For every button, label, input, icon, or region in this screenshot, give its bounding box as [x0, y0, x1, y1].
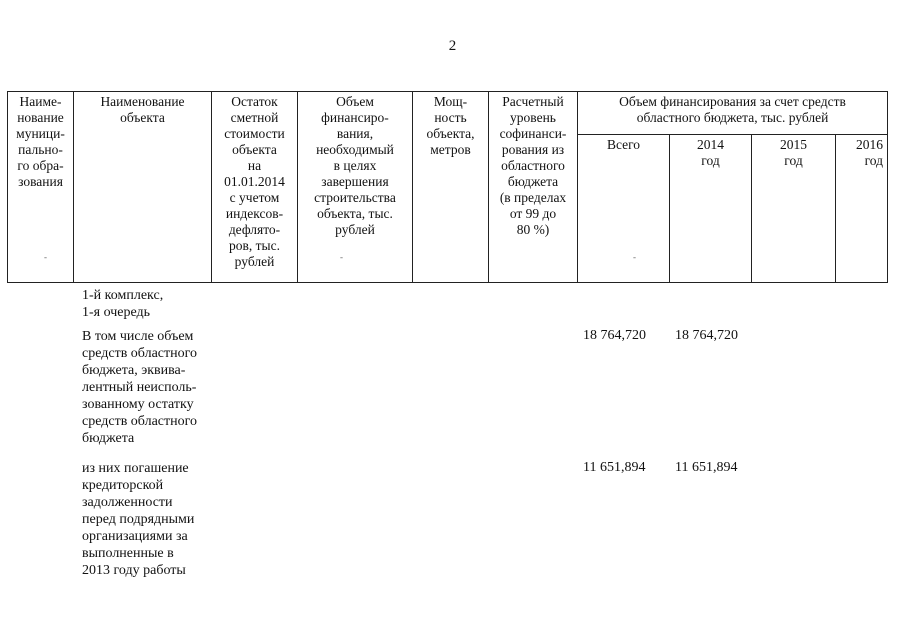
- text-line: Остаток: [231, 94, 278, 109]
- text-line: уровень: [510, 110, 556, 125]
- text-line: перед подрядными: [82, 512, 195, 527]
- text-line: метров: [430, 142, 471, 157]
- text-line: нование: [17, 110, 64, 125]
- text-line: год: [864, 153, 884, 168]
- text-line: 1-я очередь: [82, 305, 151, 320]
- header-cofinancing-level: [489, 92, 578, 283]
- text-line: 01.01.2014: [224, 174, 285, 189]
- text-line: стоимости: [224, 126, 285, 141]
- row-3-total: 11 651,894: [583, 460, 646, 475]
- text-line: Расчетный: [502, 94, 564, 109]
- scan-speck: -: [44, 252, 47, 262]
- header-2014: [670, 135, 752, 283]
- text-line: дефлято-: [228, 222, 281, 237]
- scan-speck: -: [633, 252, 636, 262]
- text-line: пально-: [18, 142, 63, 157]
- text-line: объекта: [232, 142, 277, 157]
- text-line: В том числе объем: [82, 329, 194, 344]
- header-table: [7, 91, 888, 283]
- text-line: 2015: [780, 137, 807, 152]
- header-2016: [836, 135, 888, 283]
- text-line: на: [247, 158, 262, 173]
- text-line: областного: [501, 158, 565, 173]
- text-line: 1-й комплекс,: [82, 288, 164, 303]
- text-line: строительства: [314, 190, 396, 205]
- text-line: с учетом: [229, 190, 280, 205]
- scan-speck: -: [340, 252, 343, 262]
- text-line: задолженности: [82, 495, 173, 510]
- row-3-2014: 11 651,894: [675, 460, 738, 475]
- text-line: 80 %): [516, 222, 550, 237]
- text-line: 2014: [697, 137, 724, 152]
- header-funding-volume: [298, 92, 413, 283]
- header-object-name: [74, 92, 212, 283]
- text-line: 2016: [856, 137, 884, 152]
- text-line: Объем финансирования за счет средств: [619, 94, 846, 109]
- text-line: бюджета: [82, 431, 135, 446]
- text-line: муници-: [16, 126, 65, 141]
- row-2-2014: 18 764,720: [675, 328, 738, 343]
- text-line: год: [701, 153, 720, 168]
- text-line: го обра-: [17, 158, 64, 173]
- text-line: сметной: [230, 110, 279, 125]
- text-line: из них погашение: [82, 461, 189, 476]
- text-line: рублей: [234, 254, 275, 269]
- text-line: (в пределах: [499, 190, 567, 205]
- text-line: от 99 до: [509, 206, 557, 221]
- text-line: кредиторской: [82, 478, 164, 493]
- text-line: выполненные в: [82, 546, 174, 561]
- text-line: в целях: [333, 158, 377, 173]
- text-line: Объем: [336, 94, 374, 109]
- text-line: Мощ-: [433, 94, 468, 109]
- header-municipality: [8, 92, 74, 283]
- text-line: средств областного: [82, 346, 198, 361]
- text-line: лентный неисполь-: [82, 380, 197, 395]
- header-total: Всего: [578, 135, 670, 283]
- text-line: рублей: [335, 222, 375, 237]
- text-line: объекта, тыс.: [317, 206, 393, 221]
- text-line: зованному остатку: [82, 397, 194, 412]
- text-line: объекта: [120, 110, 165, 125]
- text-line: Наименование: [100, 94, 185, 109]
- text-line: финансиро-: [321, 110, 389, 125]
- header-remaining-cost: [212, 92, 298, 283]
- text-line: бюджета: [507, 174, 559, 189]
- page-number: 2: [448, 38, 457, 54]
- header-capacity: [413, 92, 489, 283]
- text-line: ров, тыс.: [229, 238, 280, 253]
- text-line: год: [784, 153, 803, 168]
- row-2-total: 18 764,720: [583, 328, 646, 343]
- text-line: средств областного: [82, 414, 198, 429]
- text-line: вания,: [336, 126, 374, 141]
- header-regional-budget: [578, 92, 888, 135]
- text-line: рования из: [501, 142, 565, 157]
- text-line: организациями за: [82, 529, 188, 544]
- text-line: бюджета, эквива-: [82, 363, 186, 378]
- text-line: необходимый: [316, 142, 394, 157]
- row-3-object-text: [82, 460, 194, 579]
- text-line: ность: [434, 110, 467, 125]
- header-2015: [752, 135, 836, 283]
- text-line: 2013 году работы: [82, 563, 186, 578]
- text-line: объекта,: [426, 126, 475, 141]
- text-line: индексов-: [225, 206, 284, 221]
- text-line: софинанси-: [499, 126, 567, 141]
- text-line: Наиме-: [19, 94, 62, 109]
- text-line: областного бюджета, тыс. рублей: [636, 110, 829, 125]
- text-line: завершения: [321, 174, 389, 189]
- text-line: зования: [18, 174, 63, 189]
- row-2-object-text: [82, 328, 197, 447]
- row-1-object-text: [82, 287, 163, 321]
